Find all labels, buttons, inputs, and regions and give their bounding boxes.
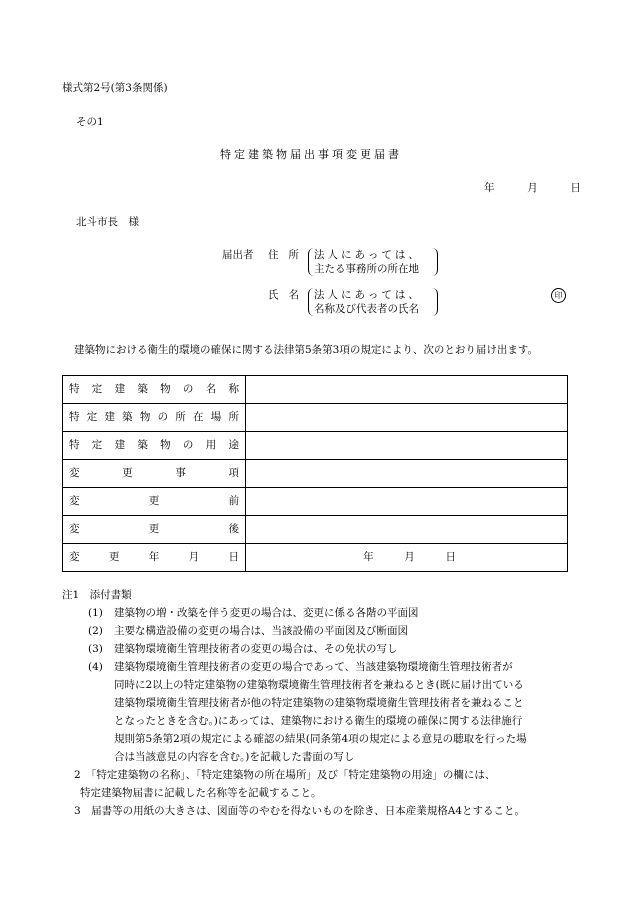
address-note: 法人にあっては、 主たる事務所の所在地 bbox=[308, 248, 438, 276]
note-item-3: (3) 建築物環境衛生管理技術者の変更の場合は、その免状の写し bbox=[88, 643, 398, 655]
notes-section bbox=[62, 586, 572, 820]
row-label-building-name: 特 定 建 築 物 の 名 称 bbox=[69, 383, 239, 396]
address-label: 住 所 bbox=[268, 249, 299, 261]
form-number: 様式第2号(第3条関係) bbox=[62, 82, 168, 94]
table-row bbox=[63, 404, 568, 432]
table-row bbox=[63, 516, 568, 544]
table-row bbox=[63, 376, 568, 404]
note-2: 2 「特定建築物の名称」、「特定建築物の所在場所」及び「特定建築物の用途」の欄には、 bbox=[74, 769, 496, 781]
row-value-change-item[interactable] bbox=[246, 460, 568, 488]
note-item-1: (1) 建築物の増・改築を伴う変更の場合は、変更に係る各階の平面図 bbox=[88, 607, 419, 619]
row-value-building-use[interactable] bbox=[246, 432, 568, 460]
date-day: 日 bbox=[570, 182, 581, 194]
notes-heading: 注1 添付書類 bbox=[62, 589, 132, 601]
table-row bbox=[63, 432, 568, 460]
change-date-month: 月 bbox=[404, 551, 415, 564]
name-note: 法人にあっては、 名称及び代表者の氏名 bbox=[308, 288, 438, 316]
document-title: 特定建築物届出事項変更届書 bbox=[220, 148, 402, 161]
note-3: 3 届書等の用紙の大きさは、図面等のやむを得ないものを除き、日本産業規格A4とすること。 bbox=[74, 805, 526, 817]
form-part: その1 bbox=[76, 116, 104, 128]
row-label-after-change: 変 更 後 bbox=[69, 523, 239, 536]
table-row bbox=[63, 544, 568, 572]
note-item-2: (2) 主要な構造設備の変更の場合は、当該設備の平面図及び断面図 bbox=[88, 625, 408, 637]
row-label-before-change: 変 更 前 bbox=[69, 495, 239, 508]
change-date-day: 日 bbox=[445, 551, 456, 564]
row-label-building-use: 特 定 建 築 物 の 用 途 bbox=[69, 439, 239, 452]
row-value-change-date[interactable] bbox=[246, 544, 568, 572]
row-value-building-location[interactable] bbox=[246, 404, 568, 432]
row-value-building-name[interactable] bbox=[246, 376, 568, 404]
applicant-label: 届出者 bbox=[222, 249, 254, 261]
name-label: 氏 名 bbox=[268, 289, 299, 301]
table-row bbox=[63, 488, 568, 516]
change-form-table bbox=[62, 375, 568, 572]
change-date-year: 年 bbox=[363, 551, 374, 564]
row-value-before-change[interactable] bbox=[246, 488, 568, 516]
intro-text: 建築物における衛生的環境の確保に関する法律第5条第3項の規定により、次のとおり届け出ます。 bbox=[74, 344, 539, 356]
row-label-change-item: 変 更 事 項 bbox=[69, 467, 239, 480]
row-label-building-location: 特 定 建 築 物 の 所 在 場 所 bbox=[69, 411, 239, 424]
note-2-continued: 特定建築物届書に記載した名称等を記載すること。 bbox=[80, 787, 322, 799]
table-row bbox=[63, 460, 568, 488]
addressee: 北斗市長 様 bbox=[76, 216, 139, 228]
date-year: 年 bbox=[484, 182, 495, 194]
row-value-after-change[interactable] bbox=[246, 516, 568, 544]
date-month: 月 bbox=[527, 182, 538, 194]
submission-date bbox=[484, 183, 581, 194]
row-label-change-date: 変 更 年 月 日 bbox=[69, 551, 239, 564]
note-item-4: (4) 建築物環境衛生管理技術者の変更の場合であって、当該建築物環境衛生管理技術者が 同時に2以上の特定建築物の建築物環境衛生管理技術者を兼ねるとき(既に届け出ている 建築物環境衛生管理技術者が他の特定建築物の建築物環境衛生管理技術者を兼ねること となったときを含む。)にあっては、建築物における衛生的環境の確保に関する法律施行 規則第5条第2項の規定による確認の結果(同条第4項の規定による意見の聴取を行った場 合は当該意見の内容を含む。)を記載した書面の写し bbox=[88, 661, 527, 763]
seal-mark: 印 bbox=[551, 288, 566, 303]
